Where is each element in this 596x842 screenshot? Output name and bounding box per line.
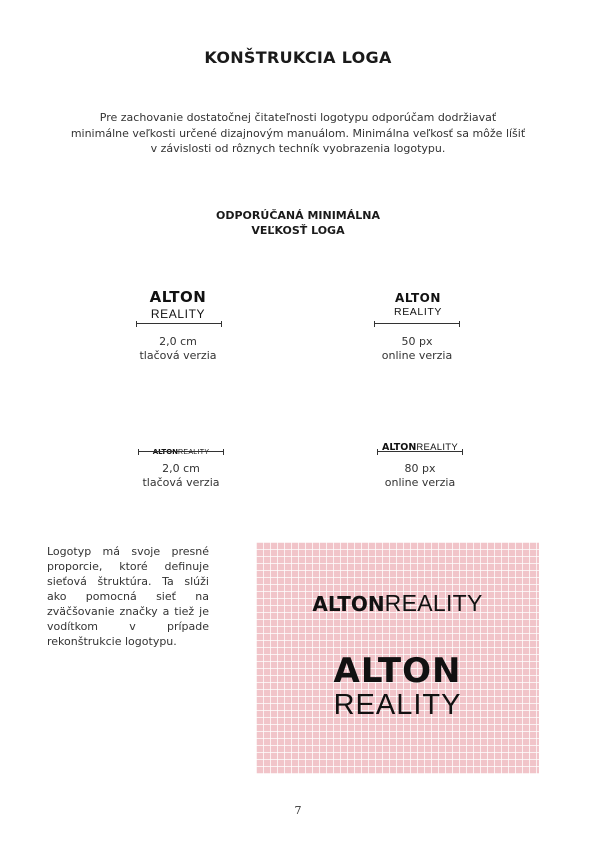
section-subtitle xyxy=(0,209,596,238)
logo-word: REALITY xyxy=(333,689,462,721)
logo-word: REALITY xyxy=(384,590,483,616)
logo-word: REALITY xyxy=(178,449,210,456)
size-label: tlačová verzia xyxy=(142,476,220,489)
intro-paragraph xyxy=(50,110,546,157)
size-label: tlačová verzia xyxy=(139,349,217,362)
logo-mark: ALTON xyxy=(312,592,385,616)
size-caption-inline-online xyxy=(350,462,490,490)
logo-mark: ALTON xyxy=(149,288,207,306)
size-ruler xyxy=(374,323,460,324)
logo-inline-print xyxy=(128,439,234,458)
intro-line: minimálne veľkosti určené dizajnovým manuálom. Minimálna veľkosť sa môže líšiť xyxy=(70,126,526,140)
size-caption-inline-print xyxy=(111,462,251,490)
intro-line: Pre zachovanie dostatočnej čitateľnosti logotypu odporúčam dodržiavať xyxy=(99,111,497,124)
logo-stacked-online xyxy=(368,292,468,318)
logo-word: REALITY xyxy=(416,442,459,453)
logo-mark: ALTON xyxy=(381,442,417,453)
size-caption-print xyxy=(108,335,248,363)
page-title: KONŠTRUKCIA LOGA xyxy=(204,48,392,67)
logo-stacked-large xyxy=(256,651,539,721)
logo-word: REALITY xyxy=(394,306,442,318)
logo-stacked-print xyxy=(128,290,228,320)
subtitle-line: ODPORÚČANÁ MINIMÁLNA xyxy=(216,209,380,222)
logo-inline-large xyxy=(256,590,539,617)
logo-mark: ALTON xyxy=(152,448,179,456)
construction-description: Logotyp má svoje presné proporcie, ktoré definuje sieťová štruktúra. Ta slúži ako pomocná sieť na zväčšovanie značky a tiež je vodítkom v prípade rekonštrukcie logotypu. xyxy=(47,545,209,648)
logo-word: REALITY xyxy=(150,307,206,321)
size-ruler xyxy=(136,323,222,324)
size-value: 80 px xyxy=(404,462,436,475)
size-caption-online xyxy=(347,335,487,363)
intro-line: v závislosti od rôznych techník vyobrazenia logotypu. xyxy=(150,142,446,155)
size-ruler xyxy=(377,451,463,452)
size-label: online verzia xyxy=(384,476,456,489)
construction-grid xyxy=(256,542,539,774)
page-number: 7 xyxy=(294,804,302,817)
size-value: 50 px xyxy=(401,335,433,348)
size-value: 2,0 cm xyxy=(162,462,200,475)
subtitle-line: VEĽKOSŤ LOGA xyxy=(251,223,345,237)
size-label: online verzia xyxy=(381,349,453,362)
logo-mark: ALTON xyxy=(333,651,462,691)
logo-mark: ALTON xyxy=(395,291,441,305)
size-ruler xyxy=(138,451,224,452)
size-value: 2,0 cm xyxy=(159,335,197,348)
